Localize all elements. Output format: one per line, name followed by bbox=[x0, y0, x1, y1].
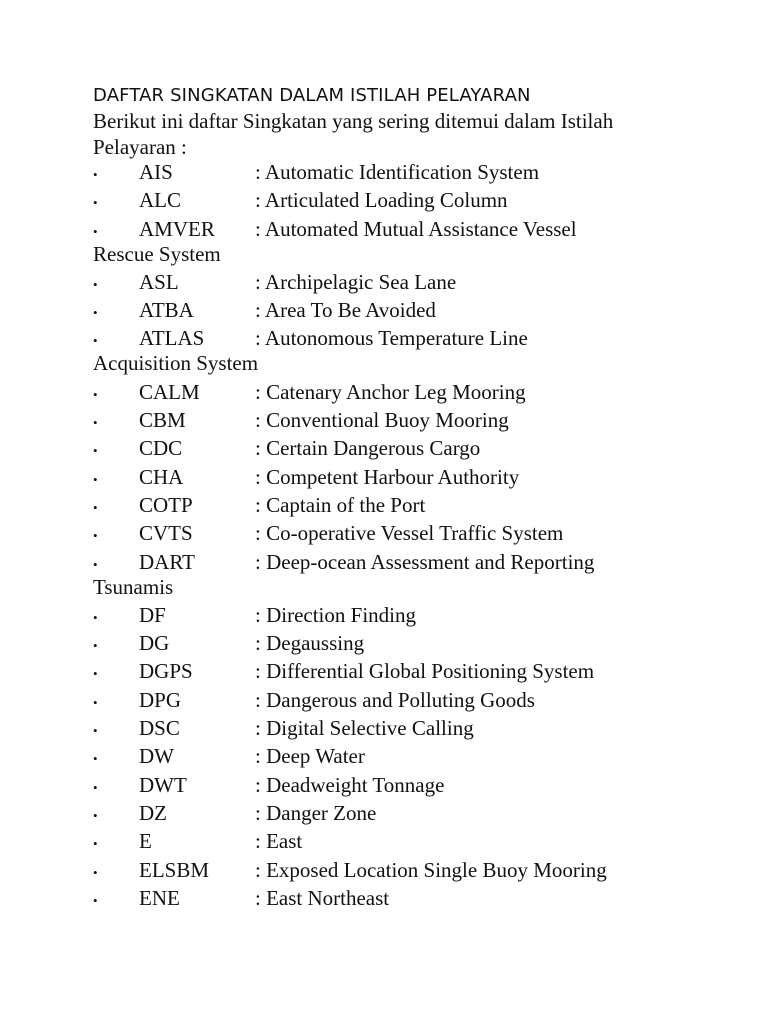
list-item bbox=[93, 493, 653, 518]
intro-paragraph: Berikut ini daftar Singkatan yang sering ditemui dalam Istilah Pelayaran : bbox=[93, 109, 614, 159]
list-item bbox=[93, 858, 653, 883]
definition: : Certain Dangerous Cargo bbox=[255, 436, 481, 461]
list-item bbox=[93, 188, 653, 213]
list-item bbox=[93, 326, 653, 376]
abbreviation: CALM bbox=[139, 379, 200, 404]
list-item bbox=[93, 408, 653, 433]
bullet-icon: • bbox=[93, 779, 98, 795]
definition: : Autonomous Temperature Line bbox=[255, 326, 528, 351]
abbreviation: ATLAS bbox=[139, 326, 205, 351]
bullet-icon: • bbox=[93, 443, 98, 459]
bullet-icon: • bbox=[93, 609, 98, 625]
abbreviation: DGPS bbox=[139, 659, 193, 684]
definition: : Digital Selective Calling bbox=[255, 716, 474, 741]
abbreviation: E bbox=[139, 829, 152, 854]
list-item bbox=[93, 744, 653, 769]
list-item bbox=[93, 886, 653, 911]
bullet-icon: • bbox=[93, 723, 98, 739]
list-item bbox=[93, 298, 653, 323]
abbreviation: DSC bbox=[139, 716, 180, 741]
abbreviation: CVTS bbox=[139, 521, 193, 546]
definition: : Dangerous and Polluting Goods bbox=[255, 687, 535, 712]
bullet-icon: • bbox=[93, 807, 98, 823]
definition: : Differential Global Positioning System bbox=[255, 659, 595, 684]
list-item bbox=[93, 550, 653, 600]
definition-continuation: Acquisition System bbox=[93, 351, 259, 376]
bullet-icon: • bbox=[93, 276, 98, 292]
list-item bbox=[93, 688, 653, 713]
bullet-icon: • bbox=[93, 892, 98, 908]
bullet-icon: • bbox=[93, 694, 98, 710]
definition-continuation: Tsunamis bbox=[93, 574, 174, 599]
definition: : Captain of the Port bbox=[255, 492, 426, 517]
list-item bbox=[93, 603, 653, 628]
list-item bbox=[93, 659, 653, 684]
bullet-icon: • bbox=[93, 836, 98, 852]
abbreviation: ENE bbox=[139, 885, 180, 910]
definition: : Automated Mutual Assistance Vessel bbox=[255, 216, 577, 241]
definition: : East bbox=[255, 829, 303, 854]
bullet-icon: • bbox=[93, 167, 98, 182]
abbreviation: ATBA bbox=[139, 298, 194, 323]
definition: : Deep-ocean Assessment and Reporting bbox=[255, 549, 595, 574]
definition: : Direction Finding bbox=[255, 602, 416, 627]
list-item bbox=[93, 465, 653, 490]
document-page bbox=[93, 84, 653, 911]
list-item bbox=[93, 270, 653, 295]
abbreviation: CBM bbox=[139, 408, 186, 433]
bullet-icon: • bbox=[93, 471, 98, 487]
abbreviation: AMVER bbox=[139, 216, 215, 241]
bullet-icon: • bbox=[93, 666, 98, 682]
abbreviation-list bbox=[93, 160, 653, 911]
bullet-icon: • bbox=[93, 415, 98, 431]
abbreviation: ASL bbox=[139, 269, 179, 294]
bullet-icon: • bbox=[93, 528, 98, 544]
bullet-icon: • bbox=[93, 195, 98, 211]
bullet-icon: • bbox=[93, 556, 98, 572]
list-item bbox=[93, 521, 653, 546]
list-item bbox=[93, 160, 653, 185]
definition: : Co-operative Vessel Traffic System bbox=[255, 521, 564, 546]
definition: : Exposed Location Single Buoy Mooring bbox=[255, 857, 607, 882]
abbreviation: DW bbox=[139, 744, 174, 769]
bullet-icon: • bbox=[93, 333, 98, 349]
list-item bbox=[93, 801, 653, 826]
definition: : Competent Harbour Authority bbox=[255, 464, 520, 489]
bullet-icon: • bbox=[93, 386, 98, 402]
definition: : Area To Be Avoided bbox=[255, 298, 436, 323]
definition: : Archipelagic Sea Lane bbox=[255, 269, 457, 294]
document-title: DAFTAR SINGKATAN DALAM ISTILAH PELAYARAN bbox=[93, 85, 531, 106]
abbreviation: COTP bbox=[139, 492, 193, 517]
definition: : Danger Zone bbox=[255, 800, 377, 825]
list-item bbox=[93, 631, 653, 656]
definition: : Automatic Identification System bbox=[255, 160, 540, 184]
list-item bbox=[93, 829, 653, 854]
definition: : Degaussing bbox=[255, 631, 365, 656]
list-item bbox=[93, 436, 653, 461]
list-item bbox=[93, 716, 653, 741]
definition: : Articulated Loading Column bbox=[255, 188, 508, 213]
abbreviation: CDC bbox=[139, 436, 183, 461]
abbreviation: CHA bbox=[139, 464, 184, 489]
definition: : Deadweight Tonnage bbox=[255, 772, 445, 797]
list-item bbox=[93, 380, 653, 405]
list-item bbox=[93, 773, 653, 798]
definition-continuation: Rescue System bbox=[93, 241, 221, 266]
bullet-icon: • bbox=[93, 305, 98, 321]
abbreviation: DWT bbox=[139, 772, 187, 797]
abbreviation: DZ bbox=[139, 800, 167, 825]
bullet-icon: • bbox=[93, 499, 98, 515]
definition: : Deep Water bbox=[255, 744, 365, 769]
bullet-icon: • bbox=[93, 638, 98, 654]
definition: : Catenary Anchor Leg Mooring bbox=[255, 379, 526, 404]
bullet-icon: • bbox=[93, 223, 98, 239]
abbreviation: ELSBM bbox=[139, 857, 210, 882]
bullet-icon: • bbox=[93, 864, 98, 880]
definition: : Conventional Buoy Mooring bbox=[255, 408, 509, 433]
abbreviation: DF bbox=[139, 602, 166, 627]
list-item bbox=[93, 217, 653, 267]
bullet-icon: • bbox=[93, 751, 98, 767]
definition: : East Northeast bbox=[255, 885, 390, 910]
abbreviation: AIS bbox=[139, 160, 173, 184]
abbreviation: DART bbox=[139, 549, 195, 574]
abbreviation: DPG bbox=[139, 687, 182, 712]
abbreviation: DG bbox=[139, 631, 170, 656]
abbreviation: ALC bbox=[139, 188, 181, 213]
